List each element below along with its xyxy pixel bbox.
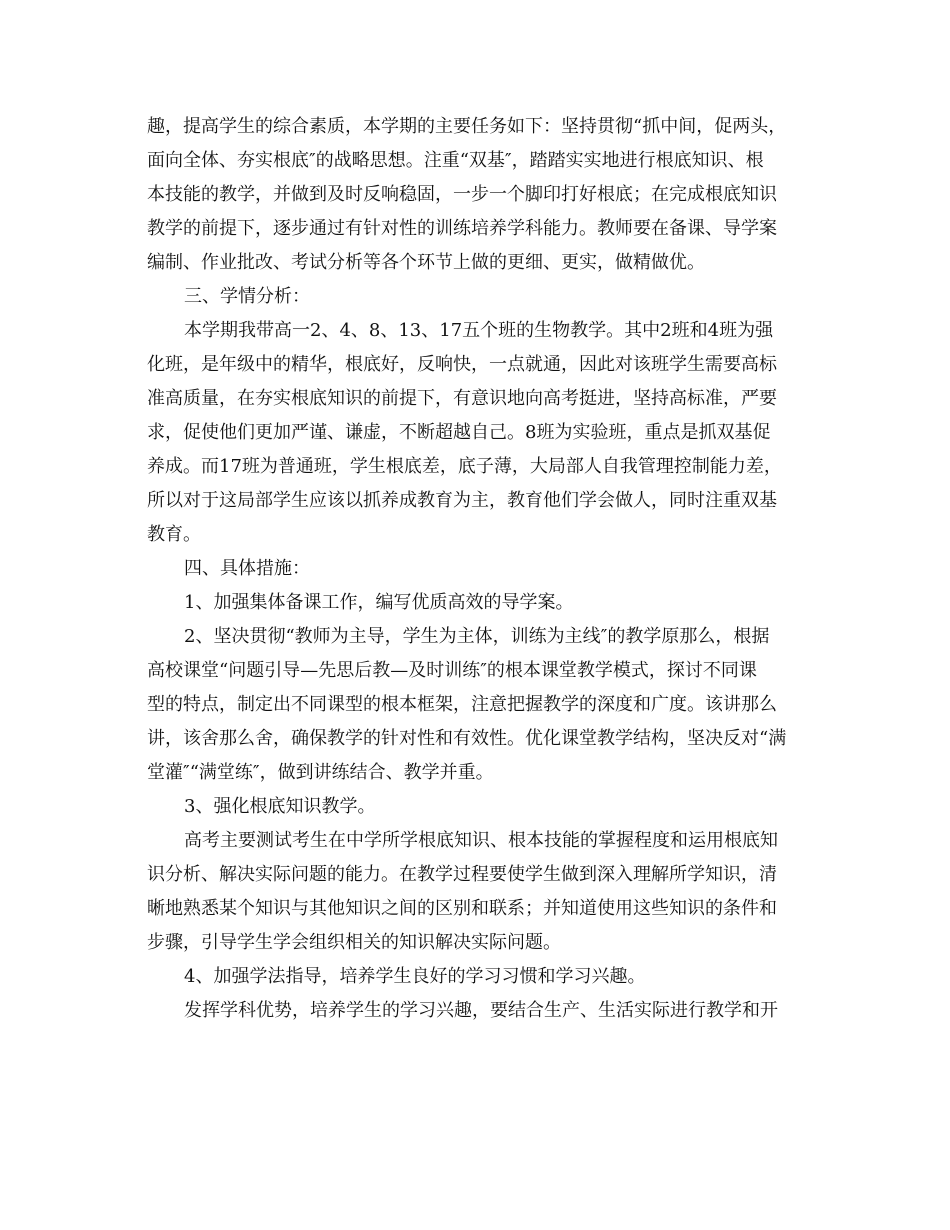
text-line: 面向全体、夯实根底″的战略思想。注重“双基″，踏踏实实地进行根底知识、根 — [147, 150, 764, 171]
list-item: 1、加强集体备课工作，编写优质高效的导学案。 — [184, 592, 574, 613]
section-heading: 三、学情分析： — [184, 286, 310, 307]
text-line: 教育。 — [147, 524, 201, 545]
text-line: 养成。而17班为普通班，学生根底差，底子薄，大局部人自我管理控制能力差， — [147, 456, 782, 477]
text-line: 高校课堂“问题引导—先思后教—及时训练″的根本课堂教学模式，探讨不同课 — [147, 660, 757, 681]
text-line: 求，促使他们更加严谨、谦虚，不断超越自己。8班为实验班，重点是抓双基促 — [147, 422, 771, 443]
list-item: 4、加强学法指导，培养学生良好的学习习惯和学习兴趣。 — [184, 966, 646, 987]
text-line: 本技能的教学，并做到及时反响稳固，一步一个脚印打好根底；在完成根底知识 — [147, 184, 777, 205]
text-line: 本学期我带高一2、4、8、13、17五个班的生物教学。其中2班和4班为强 — [184, 320, 774, 341]
text-line: 堂灌″“满堂练″，做到讲练结合、教学并重。 — [147, 762, 494, 783]
text-line: 趣，提高学生的综合素质，本学期的主要任务如下：坚持贯彻“抓中间，促两头， — [147, 116, 787, 137]
text-line: 发挥学科优势，培养学生的学习兴趣，要结合生产、生活实际进行教学和开 — [184, 1000, 778, 1021]
text-line: 讲，该舍那么舍，确保教学的针对性和有效性。优化课堂教学结构，坚决反对“满 — [147, 728, 787, 749]
text-line: 高考主要测试考生在中学所学根底知识、根本技能的掌握程度和运用根底知 — [184, 830, 778, 851]
text-line: 识分析、解决实际问题的能力。在教学过程要使学生做到深入理解所学知识，清 — [147, 864, 777, 885]
list-item: 2、坚决贯彻“教师为主导，学生为主体，训练为主线″的教学原那么，根据 — [184, 626, 770, 647]
text-line: 准高质量，在夯实根底知识的前提下，有意识地向高考挺进，坚持高标准，严要 — [147, 388, 777, 409]
text-line: 步骤，引导学生学会组织相关的知识解决实际问题。 — [147, 932, 561, 953]
section-heading: 四、具体措施： — [184, 558, 310, 579]
document-body — [147, 110, 807, 1028]
text-line: 型的特点，制定出不同课型的根本框架，注意把握教学的深度和广度。该讲那么 — [147, 694, 777, 715]
text-line: 编制、作业批改、考试分析等各个环节上做的更细、更实，做精做优。 — [147, 252, 705, 273]
text-line: 化班，是年级中的精华，根底好，反响快，一点就通，因此对该班学生需要高标 — [147, 354, 777, 375]
text-line: 所以对于这局部学生应该以抓养成教育为主，教育他们学会做人，同时注重双基 — [147, 490, 777, 511]
list-item: 3、强化根底知识教学。 — [184, 796, 376, 817]
text-line: 教学的前提下，逐步通过有针对性的训练培养学科能力。教师要在备课、导学案 — [147, 218, 777, 239]
text-line: 晰地熟悉某个知识与其他知识之间的区别和联系；并知道使用这些知识的条件和 — [147, 898, 777, 919]
